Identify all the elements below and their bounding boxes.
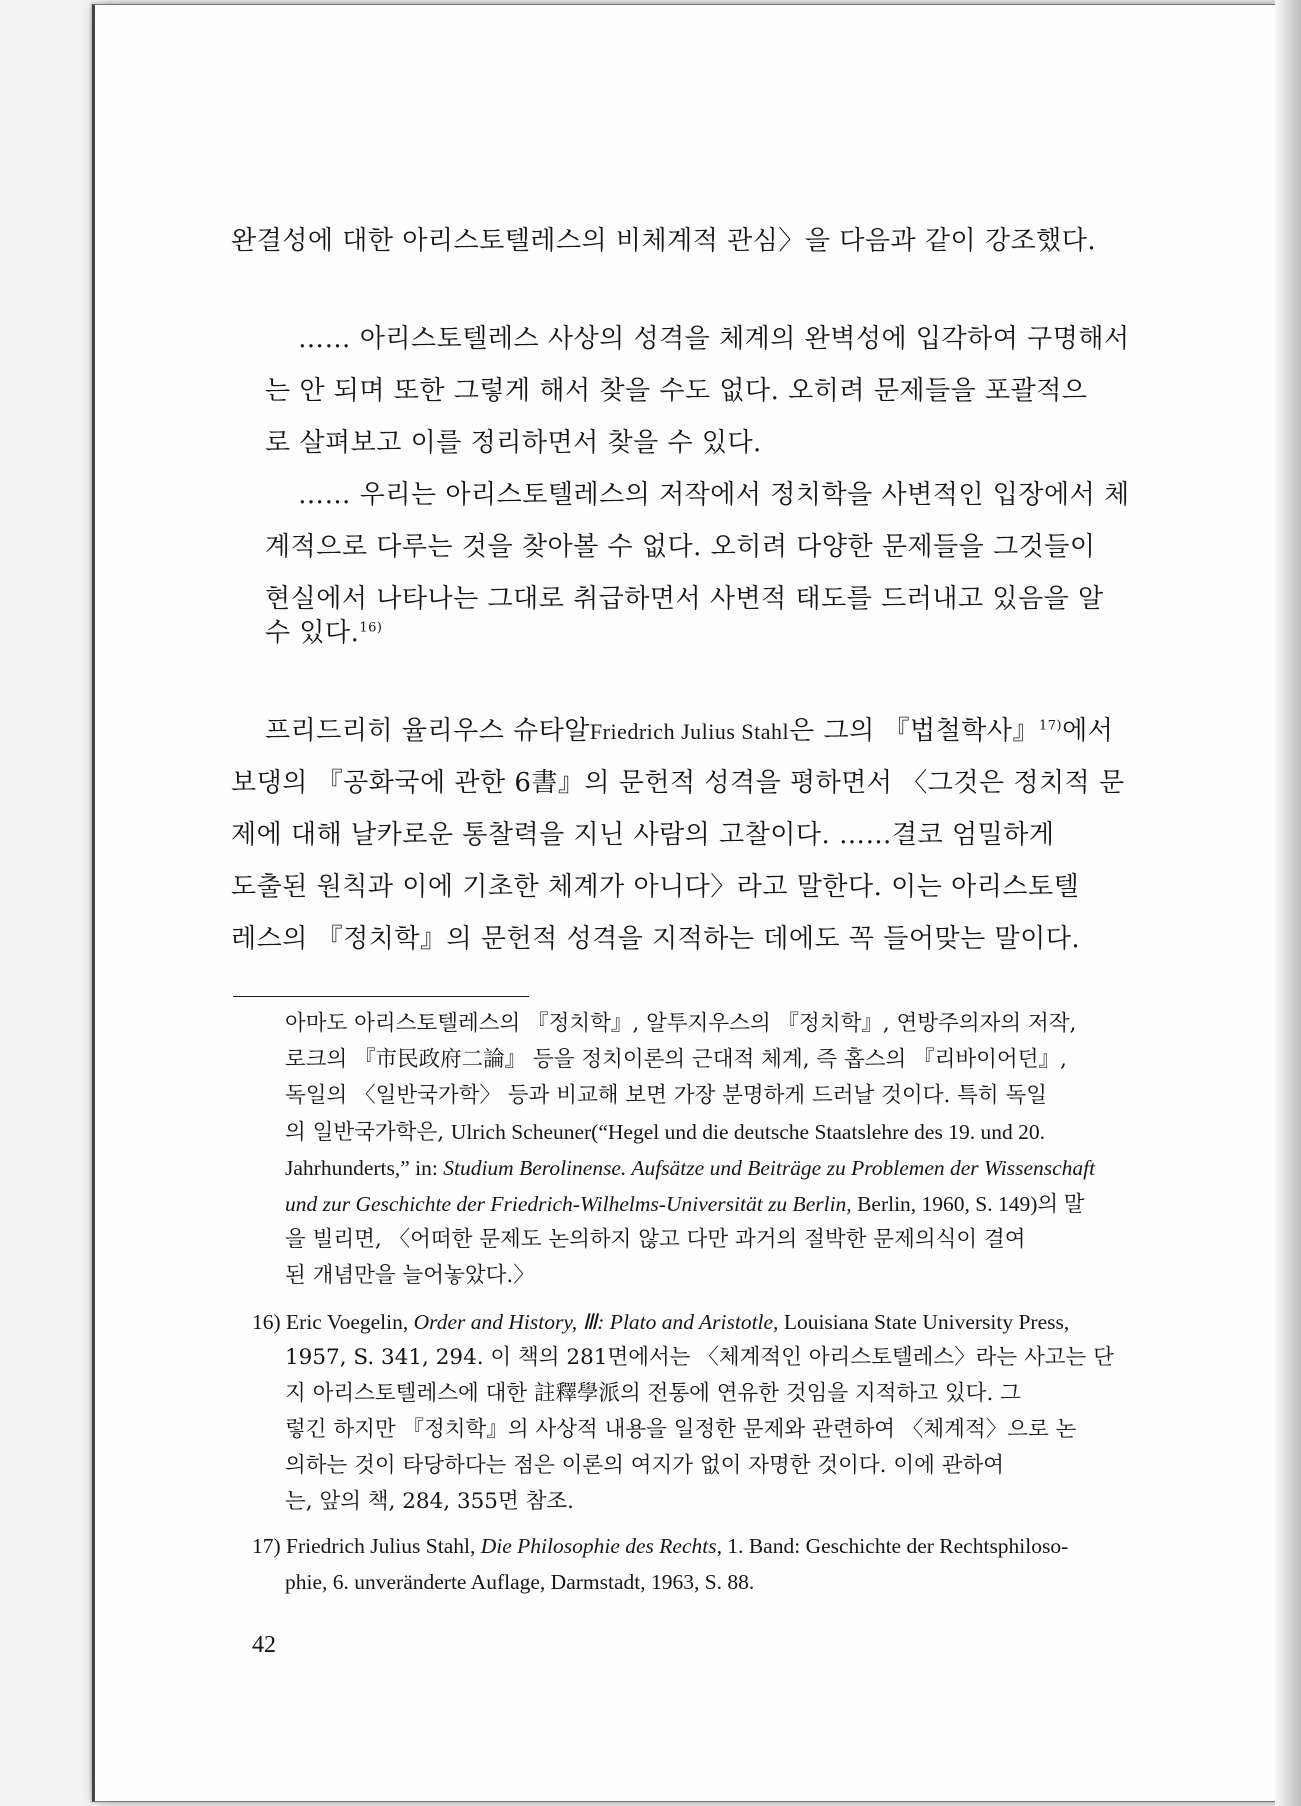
quote-line: …… 우리는 아리스토텔레스의 저작에서 정치학을 사변적인 입장에서 체	[298, 480, 1130, 510]
footnote-16-line: 는, 앞의 책, 284, 355면 참조.	[285, 1489, 574, 1514]
footnote-continued-line	[285, 1188, 1084, 1220]
footnote-16-line	[252, 1306, 1069, 1338]
footnote-continued-line	[285, 1152, 1095, 1184]
quote-line: 현실에서 나타나는 그대로 취급하면서 사변적 태도를 드러내고 있음을 알	[265, 584, 1104, 614]
paragraph-line: 레스의 『정치학』의 문헌적 성격을 지적하는 데에도 꼭 들어맞는 말이다.	[231, 924, 1081, 954]
quote-line: 계적으로 다루는 것을 찾아볼 수 없다. 오히려 다양한 문제들을 그것들이	[265, 532, 1096, 562]
paragraph-line: 제에 대해 날카로운 통찰력을 지닌 사람의 고찰이다. ……결코 엄밀하게	[231, 820, 1055, 850]
footnote-16-line: 렇긴 하지만 『정치학』의 사상적 내용을 일정한 문제와 관련하여 〈체계적〉으로 논	[285, 1417, 1077, 1442]
quote-line-text: 수 있다.	[265, 618, 360, 648]
paragraph-line-1	[265, 712, 1113, 751]
footnote-continued-line: 독일의 〈일반국가학〉 등과 비교해 보면 가장 분명하게 드러날 것이다. 특히 독일	[285, 1083, 1048, 1108]
quote-line-last	[265, 614, 383, 652]
paragraph-line: 도출된 원칙과 이에 기초한 체계가 아니다〉라고 말한다. 이는 아리스토텔	[231, 872, 1080, 902]
quote-line: 로 살펴보고 이를 정리하면서 찾을 수 있다.	[265, 428, 762, 458]
footnote-16-line: 1957, S. 341, 294. 이 책의 281면에서는 〈체계적인 아리스토텔레스〉라는 사고는 단	[285, 1345, 1114, 1370]
footnote-ref-17: 17)	[1038, 718, 1063, 734]
footnote-17-line	[252, 1530, 1068, 1562]
footnote-16-publisher: Louisiana State University Press,	[778, 1310, 1070, 1334]
footnote-citation-title: Studium Berolinense. Aufsätze und Beiträge zu Problemen der Wissenschaft	[443, 1156, 1096, 1180]
footnote-17-line: phie, 6. unveränderte Auflage, Darmstadt, 1963, S. 88.	[285, 1570, 755, 1594]
footnote-citation: Berlin, 1960, S. 149)의 말	[851, 1192, 1085, 1216]
footnote-16-line: 의하는 것이 타당하다는 점은 이론의 여지가 없이 자명한 것이다. 이에 관하여	[285, 1453, 1005, 1478]
footnote-continued-line: 을 빌리면, 〈어떠한 문제도 논의하지 않고 다만 과거의 절박한 문제의식이 결여	[285, 1227, 1026, 1252]
footnote-16-volume: Ⅲ: Plato and Aristotle,	[577, 1310, 779, 1334]
paragraph-line: 보댕의 『공화국에 관한 6書』의 문헌적 성격을 평하면서 〈그것은 정치적 문	[231, 768, 1125, 798]
footnote-16-line: 지 아리스토텔레스에 대한 註釋學派의 전통에 연유한 것임을 지적하고 있다. 그	[285, 1381, 1021, 1406]
footnote-separator	[233, 996, 529, 997]
footnote-text: 의 일반국가학은,	[285, 1120, 451, 1145]
quote-line: 는 안 되며 또한 그렇게 해서 찾을 수도 없다. 오히려 문제들을 포괄적으	[265, 376, 1088, 406]
footnote-citation: Ulrich Scheuner(“Hegel und die deutsche Staatslehre des 19. und 20.	[450, 1120, 1045, 1144]
footnote-continued-line: 로크의 『市民政府二論』 등을 정치이론의 근대적 체계, 즉 홉스의 『리바이어던』,	[285, 1047, 1067, 1072]
paragraph-text: 은 그의 『법철학사』	[789, 716, 1039, 746]
stahl-latin-name: Friedrich Julius Stahl	[589, 719, 790, 744]
paragraph-text: 에서	[1062, 716, 1114, 746]
footnote-17-title: Die Philosophie des Rechts,	[480, 1534, 722, 1558]
footnote-17-author: 17) Friedrich Julius Stahl,	[252, 1534, 481, 1558]
footnote-continued-line: 아마도 아리스토텔레스의 『정치학』, 알투지우스의 『정치학』, 연방주의자의 저작,	[285, 1011, 1077, 1036]
footnote-17-details: 1. Band: Geschichte der Rechtsphiloso-	[721, 1534, 1069, 1558]
quote-line: …… 아리스토텔레스 사상의 성격을 체계의 완벽성에 입각하여 구명해서	[298, 324, 1130, 354]
footnote-16-title: Order and History,	[413, 1310, 578, 1334]
footnote-citation-title: und zur Geschichte der Friedrich-Wilhelms-Universität zu Berlin,	[285, 1192, 852, 1216]
footnote-16-author: 16) Eric Voegelin,	[252, 1310, 414, 1334]
page-number: 42	[252, 1632, 276, 1658]
stahl-korean-name: 프리드리히 율리우스 슈타알	[265, 716, 590, 746]
footnote-ref-16: 16)	[359, 620, 383, 636]
footnote-continued-line: 된 개념만을 늘어놓았다.〉	[285, 1263, 535, 1288]
footnote-citation: Jahrhunderts,” in:	[285, 1156, 444, 1180]
page-edge-shadow	[1275, 0, 1301, 1806]
intro-line: 완결성에 대한 아리스토텔레스의 비체계적 관심〉을 다음과 같이 강조했다.	[231, 226, 1097, 256]
footnote-continued-line	[285, 1116, 1045, 1149]
